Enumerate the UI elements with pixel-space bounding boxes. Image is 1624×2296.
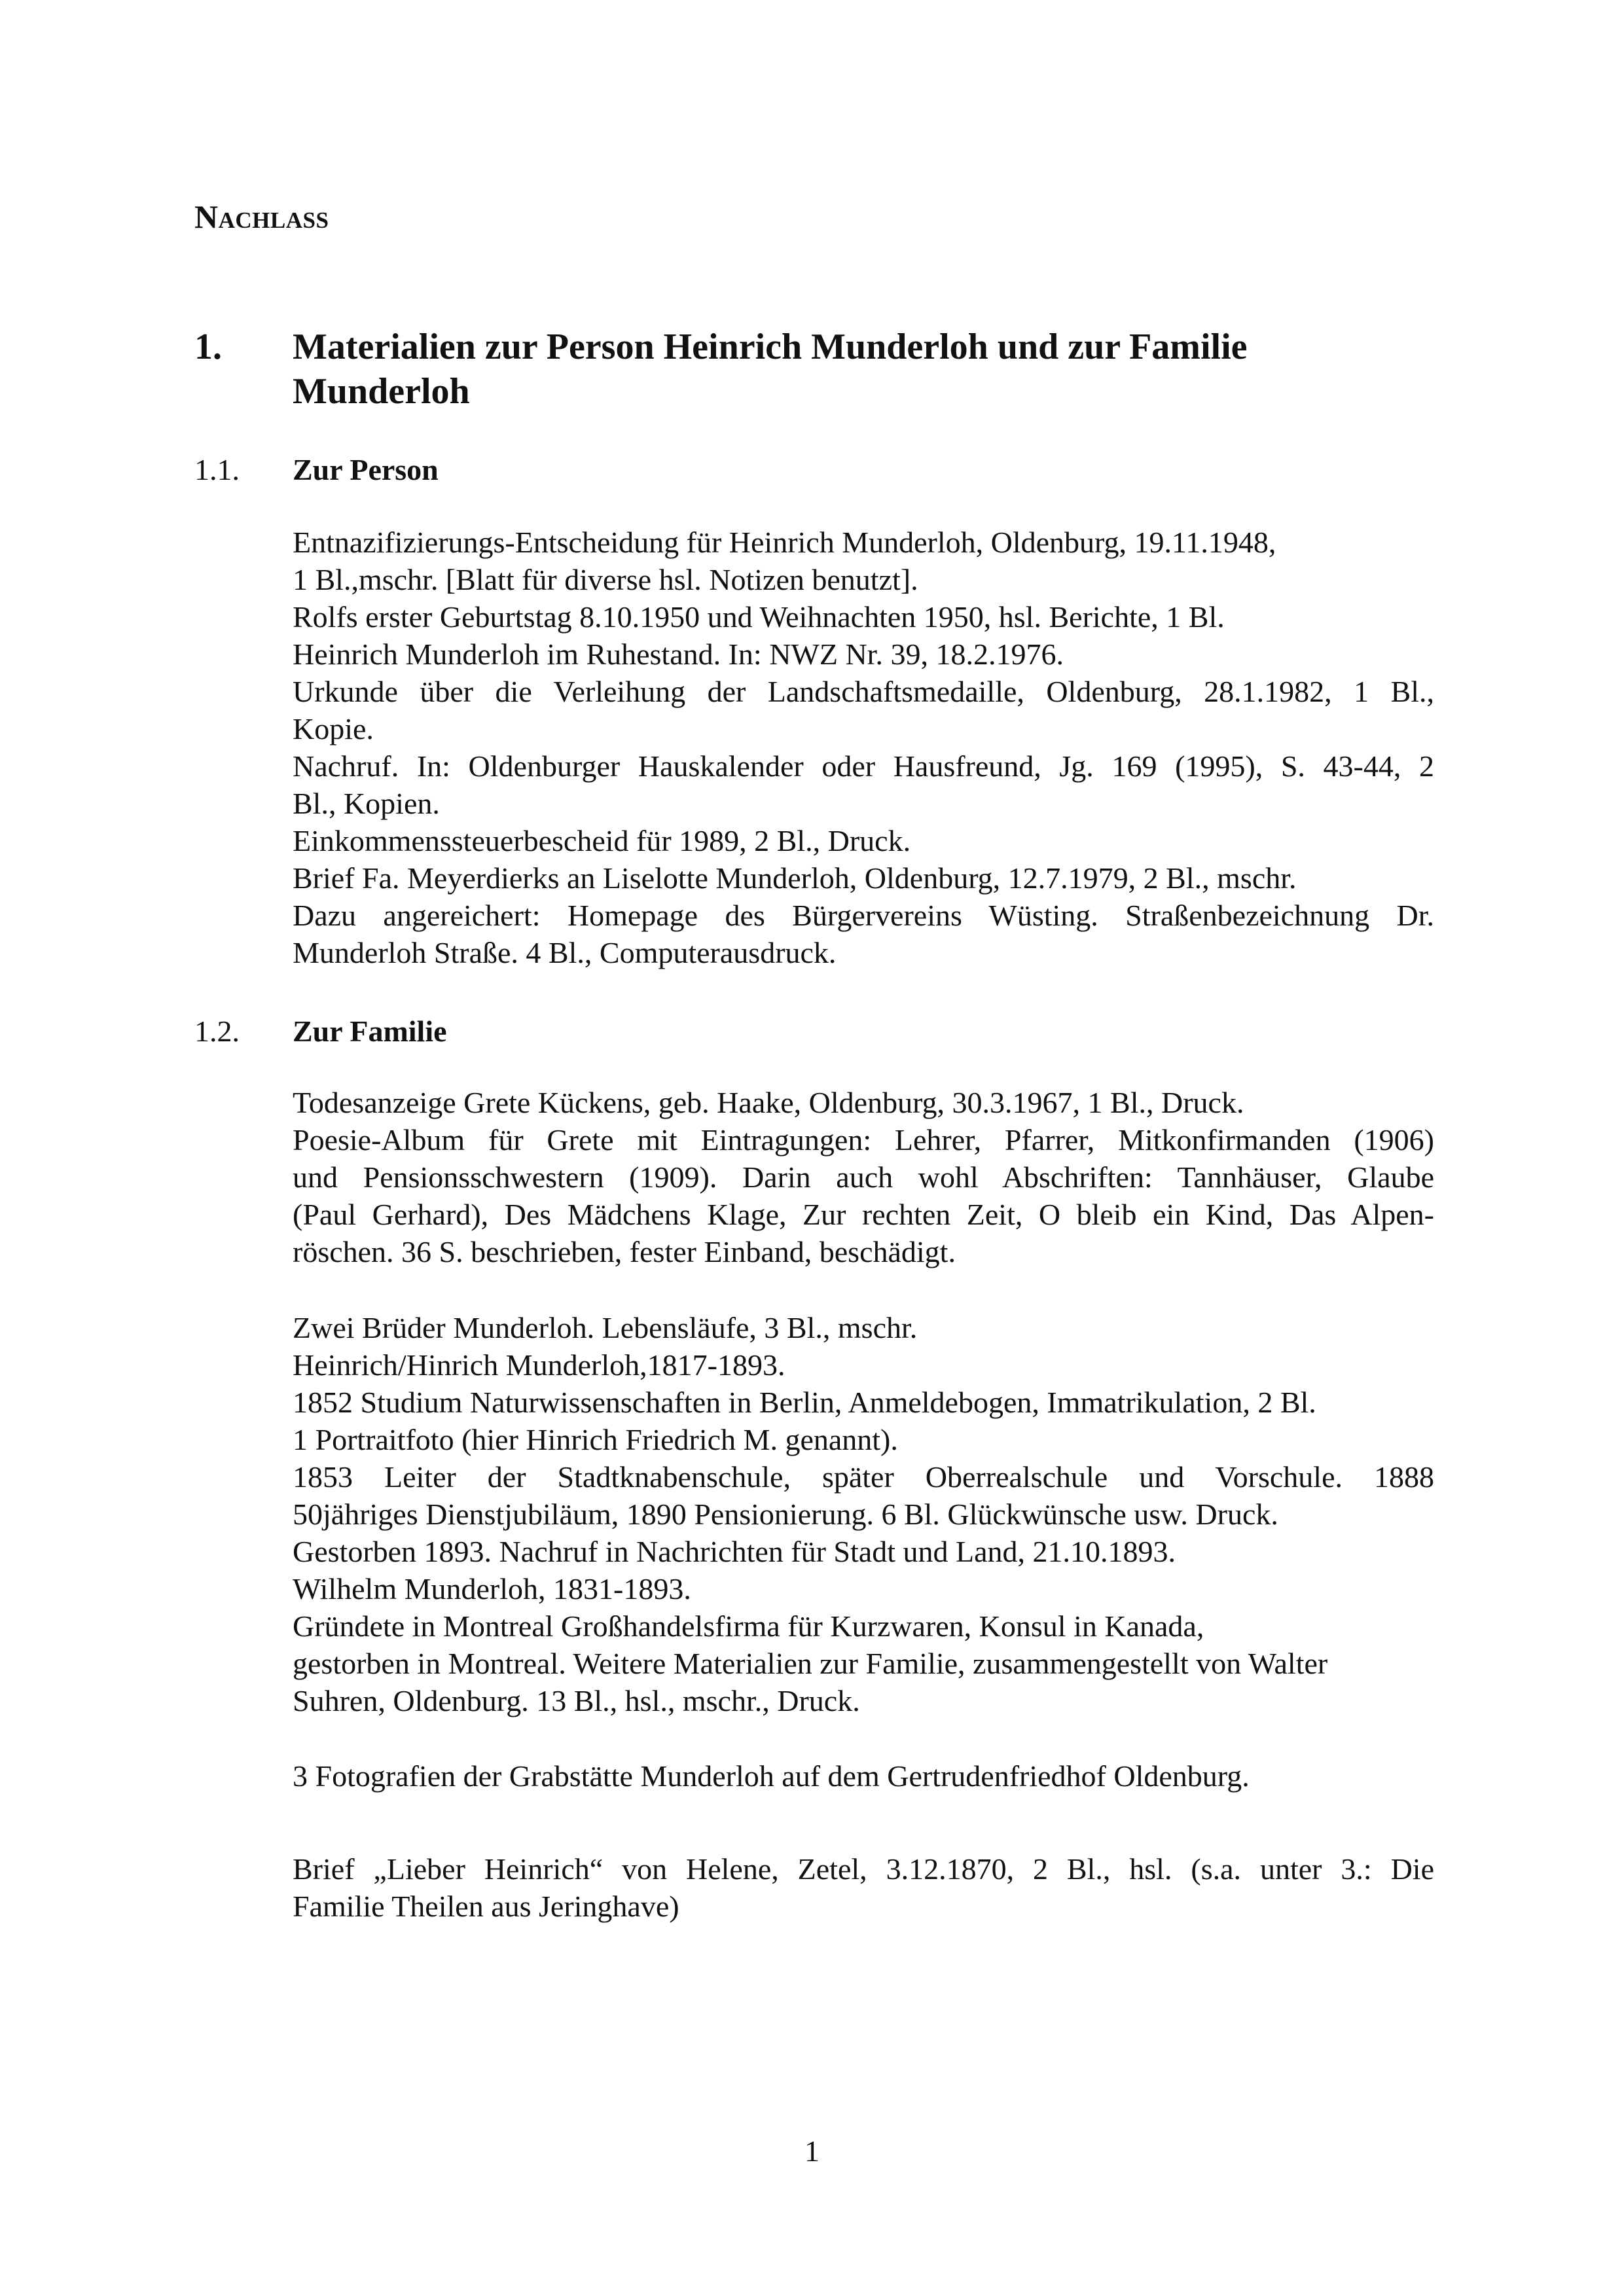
entry-line: 50jähriges Dienstjubiläum, 1890 Pensionierung. 6 Bl. Glückwünsche usw. Druck. bbox=[293, 1498, 1278, 1531]
entry-line: Rolfs erster Geburtstag 8.10.1950 und Weihnachten 1950, hsl. Berichte, 1 Bl. bbox=[293, 600, 1225, 634]
entry-line: Bl., Kopien. bbox=[293, 787, 440, 820]
entry-line: Poesie-Album für Grete mit Eintragungen: Lehrer, Pfarrer, Mitkonfirmanden (1906) bbox=[293, 1123, 1434, 1157]
chapter-title bbox=[293, 325, 1405, 414]
entry-line: Entnazifizierungs-Entscheidung für Heinrich Munderloh, Oldenburg, 19.11.1948, bbox=[293, 526, 1276, 559]
section-heading-family bbox=[194, 1013, 1438, 1052]
entry-line: (Paul Gerhard), Des Mädchens Klage, Zur rechten Zeit, O bleib ein Kind, Das Alpen- bbox=[293, 1198, 1434, 1231]
entry-line: Todesanzeige Grete Kückens, geb. Haake, Oldenburg, 30.3.1967, 1 Bl., Druck. bbox=[293, 1086, 1244, 1119]
entry-line: Brief „Lieber Heinrich“ von Helene, Zetel, 3.12.1870, 2 Bl., hsl. (s.a. unter 3.: Die bbox=[293, 1852, 1434, 1886]
family-paragraph-1 bbox=[293, 1084, 1434, 1270]
entry-line: Suhren, Oldenburg. 13 Bl., hsl., mschr., Druck. bbox=[293, 1684, 860, 1717]
page-number: 1 bbox=[804, 2134, 820, 2168]
entry-line: 1 Bl.,mschr. [Blatt für diverse hsl. Notizen benutzt]. bbox=[293, 563, 918, 596]
section-body-person bbox=[293, 524, 1434, 971]
entry-line: röschen. 36 S. beschrieben, fester Einband, beschädigt. bbox=[293, 1235, 956, 1268]
entry-line: Gestorben 1893. Nachruf in Nachrichten für Stadt und Land, 21.10.1893. bbox=[293, 1535, 1176, 1568]
entry-line: Urkunde über die Verleihung der Landschaftsmedaille, Oldenburg, 28.1.1982, 1 Bl., bbox=[293, 675, 1434, 708]
entry-line: Wilhelm Munderloh, 1831-1893. bbox=[293, 1572, 691, 1605]
entry-line: Heinrich/Hinrich Munderloh,1817-1893. bbox=[293, 1348, 785, 1382]
entry-line: Nachruf. In: Oldenburger Hauskalender oder Hausfreund, Jg. 169 (1995), S. 43-44, 2 bbox=[293, 749, 1434, 783]
entry-line: Brief Fa. Meyerdierks an Liselotte Munderloh, Oldenburg, 12.7.1979, 2 Bl., mschr. bbox=[293, 861, 1297, 895]
entry-line: 1853 Leiter der Stadtknabenschule, später Oberrealschule und Vorschule. 1888 bbox=[293, 1460, 1434, 1494]
entry-line: Familie Theilen aus Jeringhave) bbox=[293, 1890, 679, 1923]
chapter-number: 1. bbox=[194, 327, 222, 367]
entry-line: und Pensionsschwestern (1909). Darin auch wohl Abschriften: Tannhäuser, Glaube bbox=[293, 1160, 1434, 1194]
entry-line: Munderloh Straße. 4 Bl., Computerausdruck. bbox=[293, 936, 837, 969]
section-title: Zur Familie bbox=[293, 1014, 447, 1048]
entry-line: Gründete in Montreal Großhandelsfirma für Kurzwaren, Konsul in Kanada, bbox=[293, 1609, 1204, 1643]
entry-line: Einkommenssteuerbescheid für 1989, 2 Bl., Druck. bbox=[293, 824, 911, 857]
entry-line: Heinrich Munderloh im Ruhestand. In: NWZ Nr. 39, 18.2.1976. bbox=[293, 637, 1064, 671]
section-heading-person bbox=[194, 452, 1438, 491]
entry-line: 1852 Studium Naturwissenschaften in Berlin, Anmeldebogen, Immatrikulation, 2 Bl. bbox=[293, 1386, 1316, 1419]
entry-line: Kopie. bbox=[293, 712, 374, 745]
entry-line: gestorben in Montreal. Weitere Materialien zur Familie, zusammengestellt von Walter bbox=[293, 1647, 1328, 1680]
family-paragraph-3 bbox=[293, 1757, 1434, 1795]
chapter-title-line: Materialien zur Person Heinrich Munderloh und zur Familie bbox=[293, 327, 1248, 367]
entry-line: Zwei Brüder Munderloh. Lebensläufe, 3 Bl., mschr. bbox=[293, 1311, 918, 1344]
section-title: Zur Person bbox=[293, 453, 439, 486]
section-number: 1.2. bbox=[194, 1014, 240, 1048]
entry-line: 3 Fotografien der Grabstätte Munderloh auf dem Gertrudenfriedhof Oldenburg. bbox=[293, 1759, 1250, 1793]
entry-line: Dazu angereichert: Homepage des Bürgervereins Wüsting. Straßenbezeichnung Dr. bbox=[293, 899, 1434, 932]
family-paragraph-4 bbox=[293, 1850, 1434, 1925]
family-paragraph-2 bbox=[293, 1309, 1434, 1719]
entry-line: 1 Portraitfoto (hier Hinrich Friedrich M. genannt). bbox=[293, 1423, 898, 1456]
document-title: Nachlass bbox=[194, 198, 329, 235]
section-number: 1.1. bbox=[194, 453, 240, 486]
chapter-title-line: Munderloh bbox=[293, 371, 470, 412]
